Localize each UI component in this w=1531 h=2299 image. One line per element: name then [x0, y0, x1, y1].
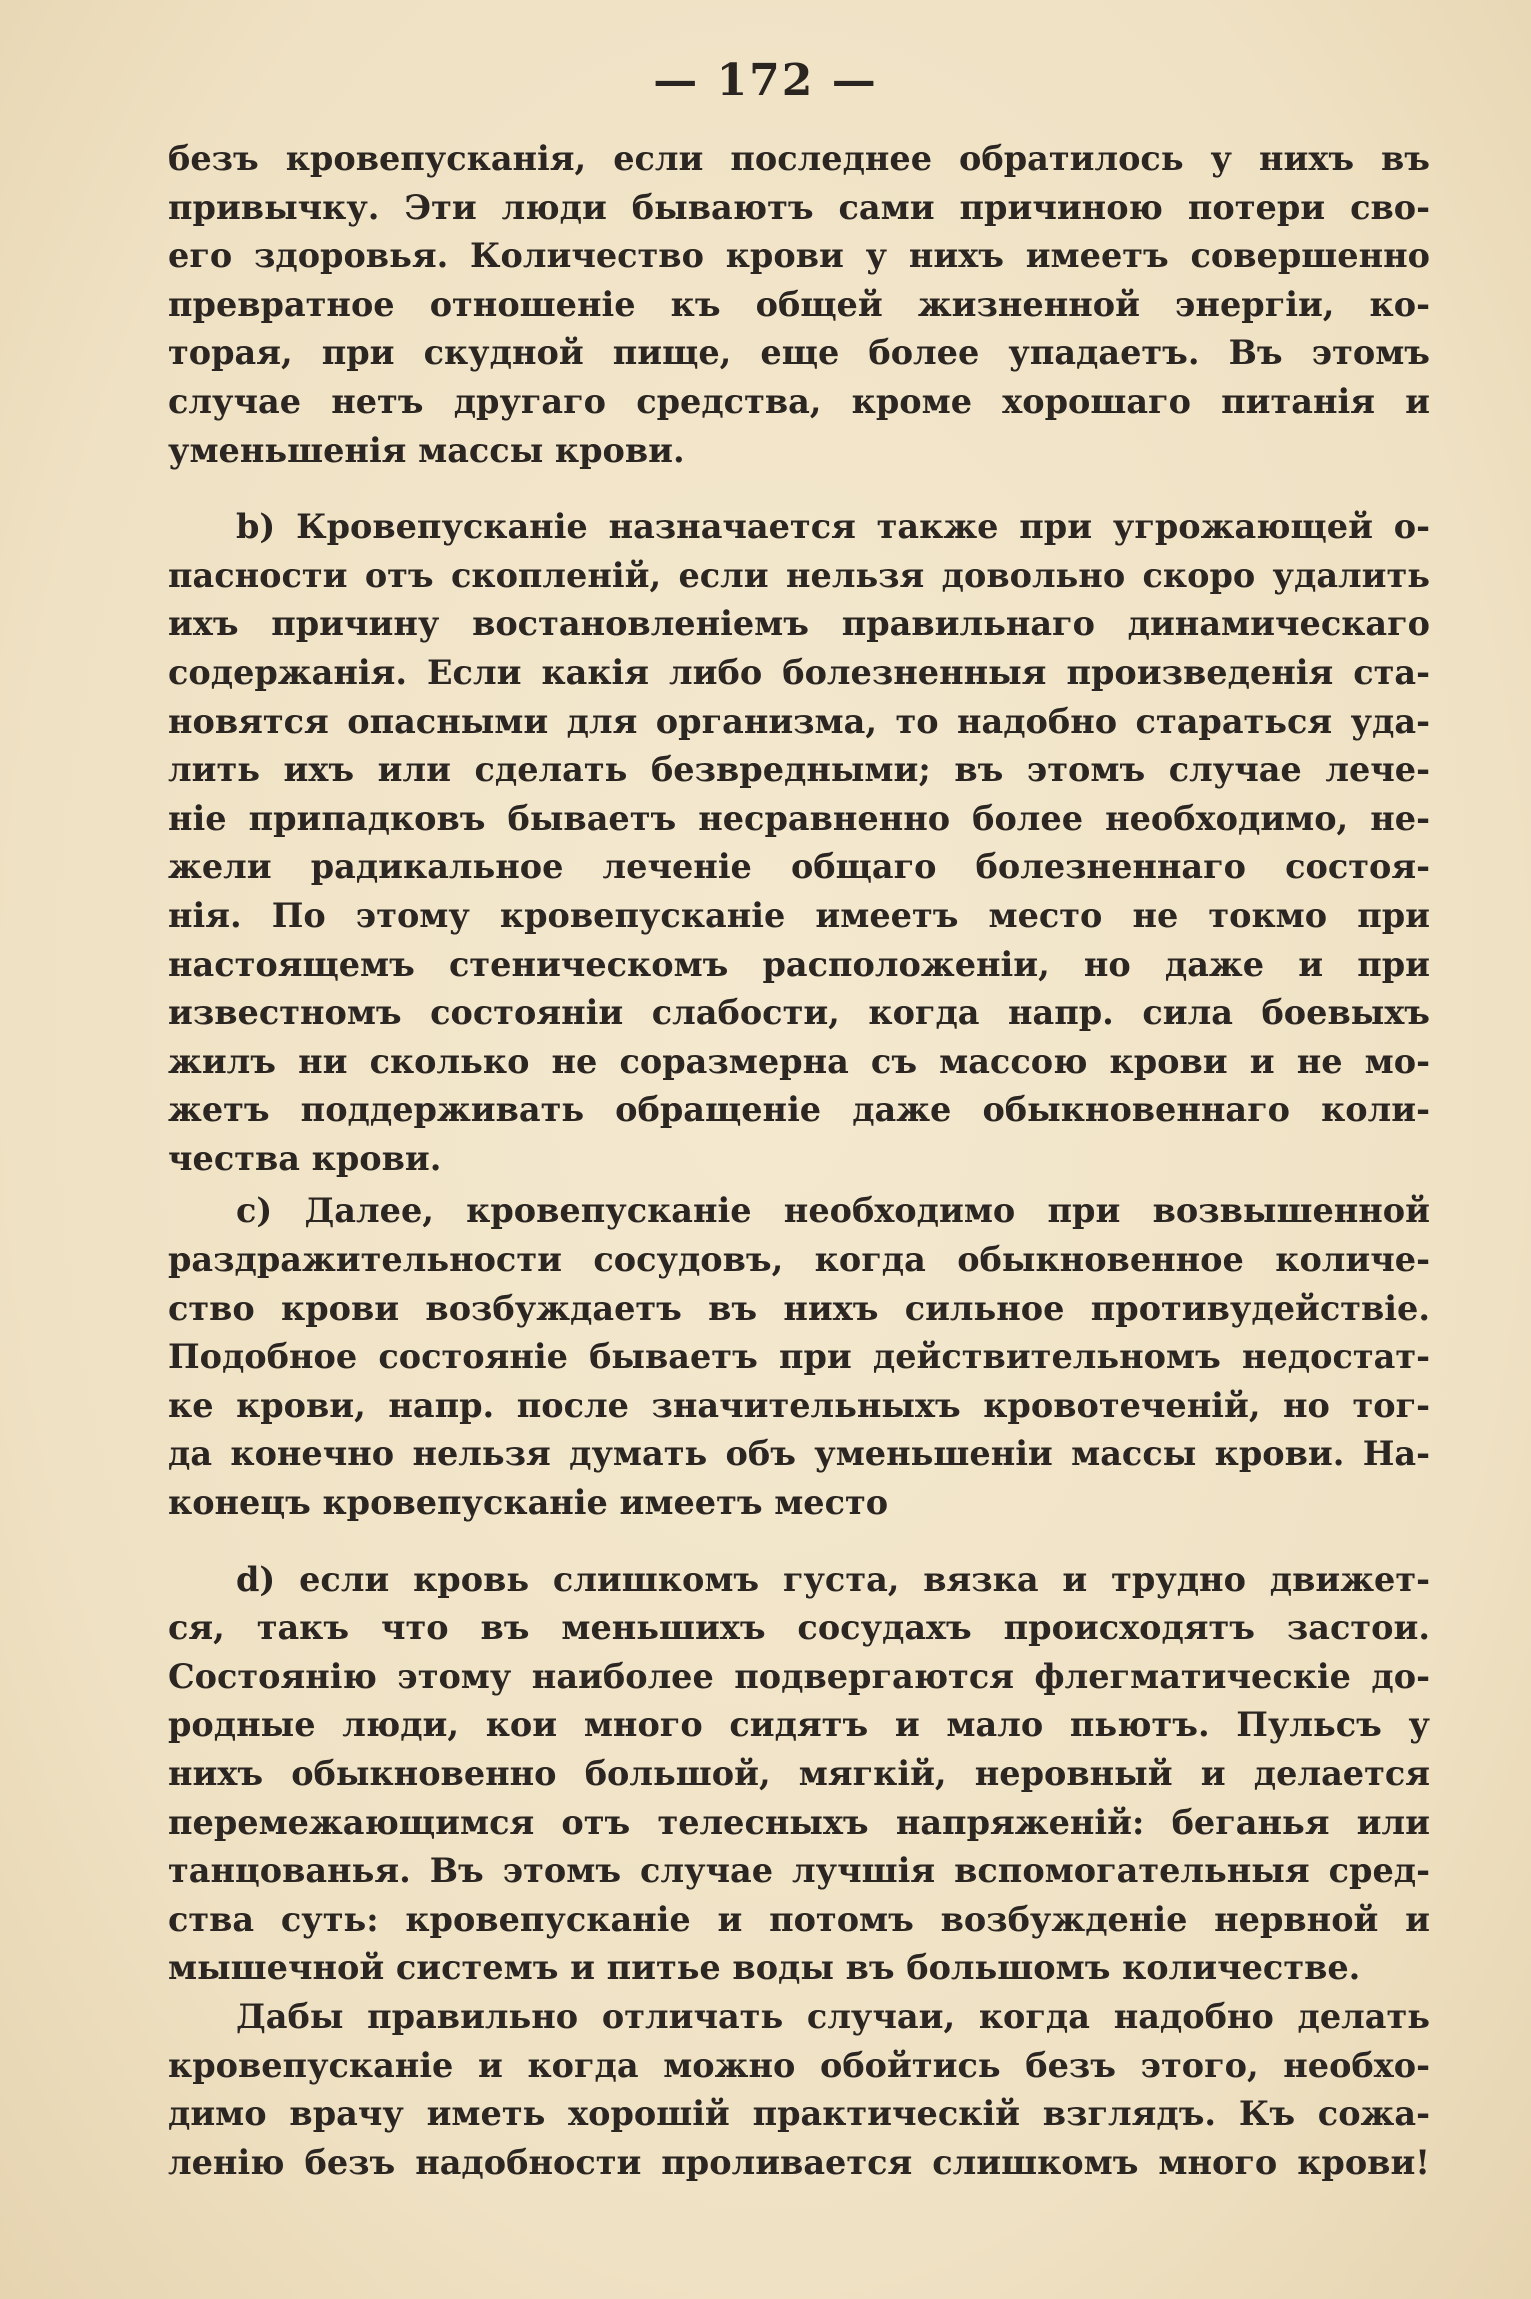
text-line: ке крови, напр. после значительныхъ кровотеченій, но тог-: [168, 1385, 1430, 1425]
text-line: случае нетъ другаго средства, кроме хорошаго питанія и: [168, 381, 1430, 421]
text-line: да конечно нельзя думать объ уменьшеніи массы крови. На-: [168, 1434, 1430, 1474]
text-line: жели радикальное леченіе общаго болезненнаго состоя-: [168, 847, 1430, 887]
text-line: жилъ ни сколько не соразмерна съ массою крови и не мо-: [168, 1041, 1430, 1081]
text-line: ніе припадковъ бываетъ несравненно более необходимо, не-: [168, 798, 1430, 838]
text-line: новятся опасными для организма, то надобно стараться уда-: [168, 701, 1430, 741]
text-line: чества крови.: [168, 1138, 442, 1178]
paragraph-c: [168, 1187, 1430, 1527]
text-line: привычку. Эти люди бываютъ сами причиною потери сво-: [168, 187, 1430, 227]
paragraph-d: [168, 1556, 1430, 1993]
text-line: жетъ поддерживать обращеніе даже обыкновеннаго коли-: [168, 1090, 1430, 1130]
text-line: ство крови возбуждаетъ въ нихъ сильное противудействіе.: [168, 1288, 1430, 1328]
paragraph-final: [168, 1993, 1430, 2187]
text-line: содержанія. Если какія либо болезненныя произведенія ста-: [168, 652, 1430, 692]
text-line: Дабы правильно отличать случаи, когда надобно делать: [236, 1996, 1430, 2036]
text-line: ленію безъ надобности проливается слишкомъ много крови!: [168, 2142, 1430, 2182]
text-line: безъ кровепусканія, если последнее обратилось у нихъ въ: [168, 139, 1430, 178]
text-line: ства суть: кровепусканіе и потомъ возбужденіе нервной и: [168, 1899, 1430, 1939]
text-line: танцованья. Въ этомъ случае лучшія вспомогательныя сред-: [168, 1851, 1430, 1891]
text-line: мышечной системъ и питье воды въ большомъ количестве.: [168, 1948, 1361, 1988]
text-line: его здоровья. Количество крови у нихъ имеетъ совершенно: [168, 236, 1430, 276]
text-line: родные люди, кои много сидятъ и мало пьютъ. Пульсъ у: [168, 1705, 1430, 1745]
paragraph-1: [168, 135, 1430, 475]
text-line: Подобное состояніе бываетъ при действительномъ недостат-: [168, 1337, 1430, 1377]
text-line: димо врачу иметь хорошій практическій взглядъ. Къ сожа-: [168, 2094, 1430, 2134]
text-line: Состоянію этому наиболее подвергаются флегматическіе до-: [168, 1656, 1430, 1696]
text-line: известномъ состояніи слабости, когда напр. сила боевыхъ: [168, 993, 1430, 1033]
text-line: ихъ причину востановленіемъ правильнаго динамическаго: [168, 604, 1430, 644]
text-line: перемежающимся отъ телесныхъ напряженій: беганья или: [168, 1802, 1430, 1842]
text-line: c) Далее, кровепусканіе необходимо при возвышенной: [236, 1191, 1430, 1231]
page-text: [168, 135, 1430, 2187]
text-line: настоящемъ стеническомъ расположеніи, но даже и при: [168, 944, 1430, 984]
text-line: b) Кровепусканіе назначается также при угрожающей о-: [236, 507, 1430, 547]
text-line: торая, при скудной пище, еще более упадаетъ. Въ этомъ: [168, 333, 1430, 373]
text-line: конецъ кровепусканіе имеетъ место: [168, 1483, 889, 1523]
text-line: уменьшенія массы крови.: [168, 430, 685, 470]
text-line: превратное отношеніе къ общей жизненной энергіи, ко-: [168, 284, 1430, 324]
text-line: раздражительности сосудовъ, когда обыкновенное количе-: [168, 1240, 1430, 1280]
text-line: d) если кровь слишкомъ густа, вязка и трудно движет-: [236, 1559, 1430, 1599]
text-line: лить ихъ или сделать безвредными; въ этомъ случае лече-: [168, 750, 1430, 790]
text-line: нія. По этому кровепусканіе имеетъ место не токмо при: [168, 895, 1430, 935]
text-line: пасности отъ скопленій, если нельзя довольно скоро удалить: [168, 555, 1430, 595]
text-line: кровепусканіе и когда можно обойтись безъ этого, необхо-: [168, 2045, 1430, 2085]
text-line: нихъ обыкновенно большой, мягкій, неровный и делается: [168, 1754, 1430, 1793]
page-number: — 172 —: [653, 55, 878, 106]
paragraph-b: [168, 503, 1430, 1183]
text-line: ся, такъ что въ меньшихъ сосудахъ происходятъ застои.: [168, 1608, 1430, 1648]
